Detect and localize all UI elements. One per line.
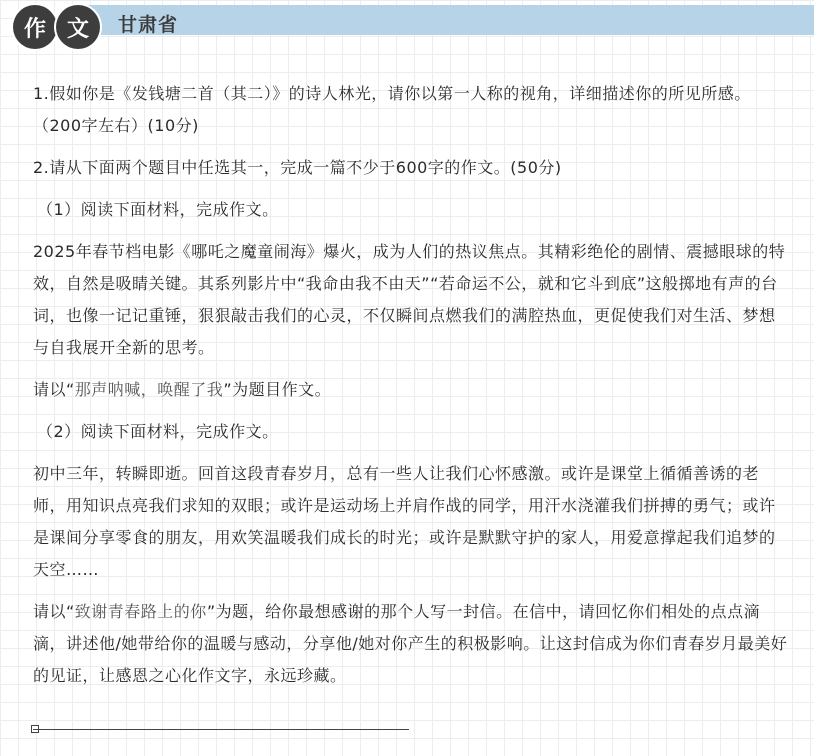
- badge-wen: 文: [56, 5, 100, 49]
- option-2-prompt-pre: 请以“: [33, 602, 75, 621]
- option-2-prompt: [33, 596, 791, 692]
- option-1-prompt-post: ”为题目作文。: [223, 380, 332, 399]
- header: [0, 0, 814, 50]
- option-2-material: 初中三年，转瞬即逝。回首这段青春岁月，总有一些人让我们心怀感激。或许是课堂上循循善诱的老师，用知识点亮我们求知的双眼；或许是运动场上并肩作战的同学，用汗水浇灌我们拼搏的勇气；或许是课间分享零食的朋友，用欢笑温暖我们成长的时光；或许是默默守护的家人，用爱意撑起我们追梦的天空……: [33, 464, 776, 579]
- question-2: 2.请从下面两个题目中任选其一，完成一篇不少于600字的作文。(50分): [33, 158, 562, 177]
- option-1-prompt-pre: 请以“: [33, 380, 75, 399]
- question-1: 1.假如你是《发钱塘二首（其二）》的诗人林光，请你以第一人称的视角，详细描述你的所见所感。（200字左右）(10分): [33, 84, 751, 135]
- badge-zuo: 作: [13, 5, 57, 49]
- option-1-heading: （1）阅读下面材料，完成作文。: [37, 200, 279, 219]
- option-1-prompt: [33, 374, 791, 406]
- essay-content: [33, 78, 791, 702]
- option-1-title: 那声呐喊，唤醒了我: [74, 380, 224, 399]
- option-2-heading: （2）阅读下面材料，完成作文。: [37, 422, 279, 441]
- option-2-title: 致谢青春路上的你: [74, 602, 207, 621]
- header-band: [70, 5, 814, 35]
- province-title: 甘肃省: [118, 14, 179, 36]
- option-2-prompt-post: ”为题，给你最想感谢的那个人写一封信。在信中，请回忆你们相处的点点滴滴，讲述他/她带给你的温暖与感动，分享他/她对你产生的积极影响。让这封信成为你们青春岁月最美好的见证，让感恩之心化作文字，永远珍藏。: [33, 602, 788, 685]
- footer-divider: [33, 729, 409, 730]
- option-1-material: 2025年春节档电影《哪吒之魔童闹海》爆火，成为人们的热议焦点。其精彩绝伦的剧情、震撼眼球的特效，自然是吸睛关键。其系列影片中“我命由我不由天”“若命运不公，就和它斗到底”这般掷地有声的台词，也像一记记重锤，狠狠敲击我们的心灵，不仅瞬间点燃我们的满腔热血，更促使我们对生活、梦想与自我展开全新的思考。: [33, 242, 786, 357]
